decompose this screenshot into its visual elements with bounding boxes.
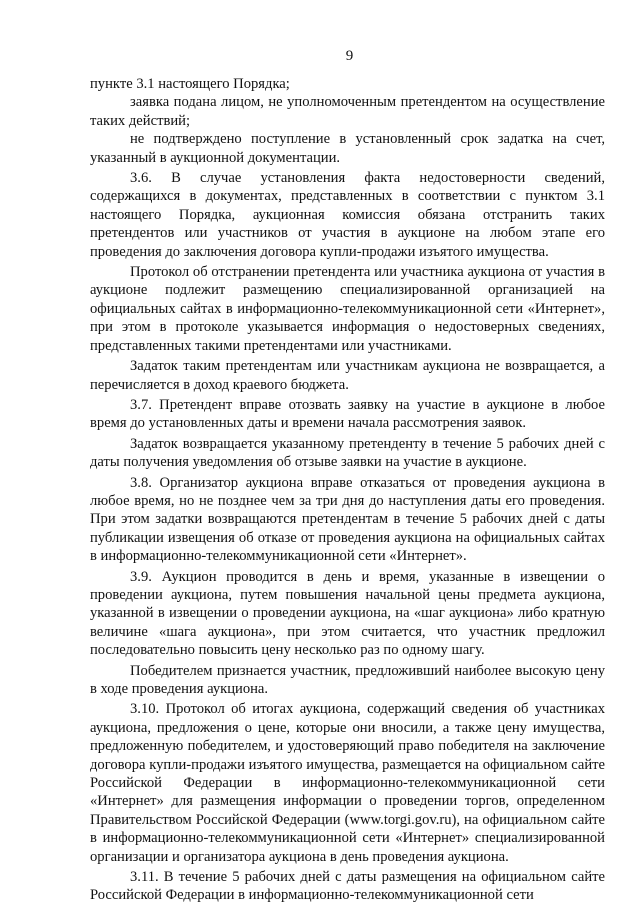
paragraph: пункте 3.1 настоящего Порядка;	[90, 76, 290, 92]
paragraph: 3.7. Претендент вправе отозвать заявку на участие в аукционе в любое время до установленных даты и времени начала рассмотрения заявок.	[90, 396, 605, 432]
paragraph: Задаток возвращается указанному претенденту в течение 5 рабочих дней с даты получения уведомления об отзыве заявки на участие в аукционе.	[90, 435, 605, 471]
paragraph: Протокол об отстранении претендента или участника аукциона от участия в аукционе подлежит размещению специализированной организацией на официальных сайтах в информационно-телекоммуникационной сети «Интернет», при этом в протоколе указывается информация о недостоверных сведениях, представленных такими претендентами или участниками.	[90, 264, 605, 354]
paragraph: Победителем признается участник, предложивший наиболее высокую цену в ходе проведения аукциона.	[90, 662, 605, 697]
page-number: 9	[345, 48, 354, 64]
paragraph: 3.11. В течение 5 рабочих дней с даты размещения на официальном сайте Российской Федерации в информационно-телекоммуникационной сети	[90, 869, 605, 904]
paragraph: 3.10. Протокол об итогах аукциона, содержащий сведения об участниках аукциона, предложения о цене, которые они вносили, а также цену имущества, предложенную победителем, и удостоверяющий право победителя на заключение договора купли-продажи изъятого имущества, размещается на официальном сайте Российской Федерации в информационно-телекоммуникационной сети «Интернет» для размещения информации о проведении торгов, определенном Правительством Российской Федерации (www.torgi.gov.ru), на официальном сайте в информационно-телекоммуникационной сети «Интернет» специализированной организации и организатора аукциона в день проведения аукциона.	[90, 701, 605, 865]
paragraph: заявка подана лицом, не уполномоченным претендентом на осуществление таких действий;	[90, 94, 605, 129]
paragraph: 3.6. В случае установления факта недостоверности сведений, содержащихся в документах, представленных в соответствии с пунктом 3.1 настоящего Порядка, аукционная комиссия обязана отстранить таких претендентов или участников от участия в аукционе на любом этапе его проведения до заключения договора купли-продажи изъятого имущества.	[90, 170, 605, 260]
body-text	[90, 75, 605, 905]
paragraph: 3.8. Организатор аукциона вправе отказаться от проведения аукциона в любое время, но не позднее чем за три дня до наступления даты его проведения. При этом задатки возвращаются претендентам в течение 5 рабочих дней с даты публикации извещения об отказе от проведения аукциона на официальных сайтах в информационно-телекоммуникационной сети «Интернет».	[90, 474, 605, 565]
paragraph: не подтверждено поступление в установленный срок задатка на счет, указанный в аукционной документации.	[90, 131, 605, 166]
paragraph: Задаток таким претендентам или участникам аукциона не возвращается, а перечисляется в доход краевого бюджета.	[90, 358, 605, 393]
paragraph: 3.9. Аукцион проводится в день и время, указанные в извещении о проведении аукциона, путем повышения начальной цены предмета аукциона, указанной в извещении о проведении аукциона, на «шаг аукциона» либо кратную величине «шага аукциона», при этом считается, что участник предложил последовательно повысить цену несколько раз по одному шагу.	[90, 568, 605, 659]
